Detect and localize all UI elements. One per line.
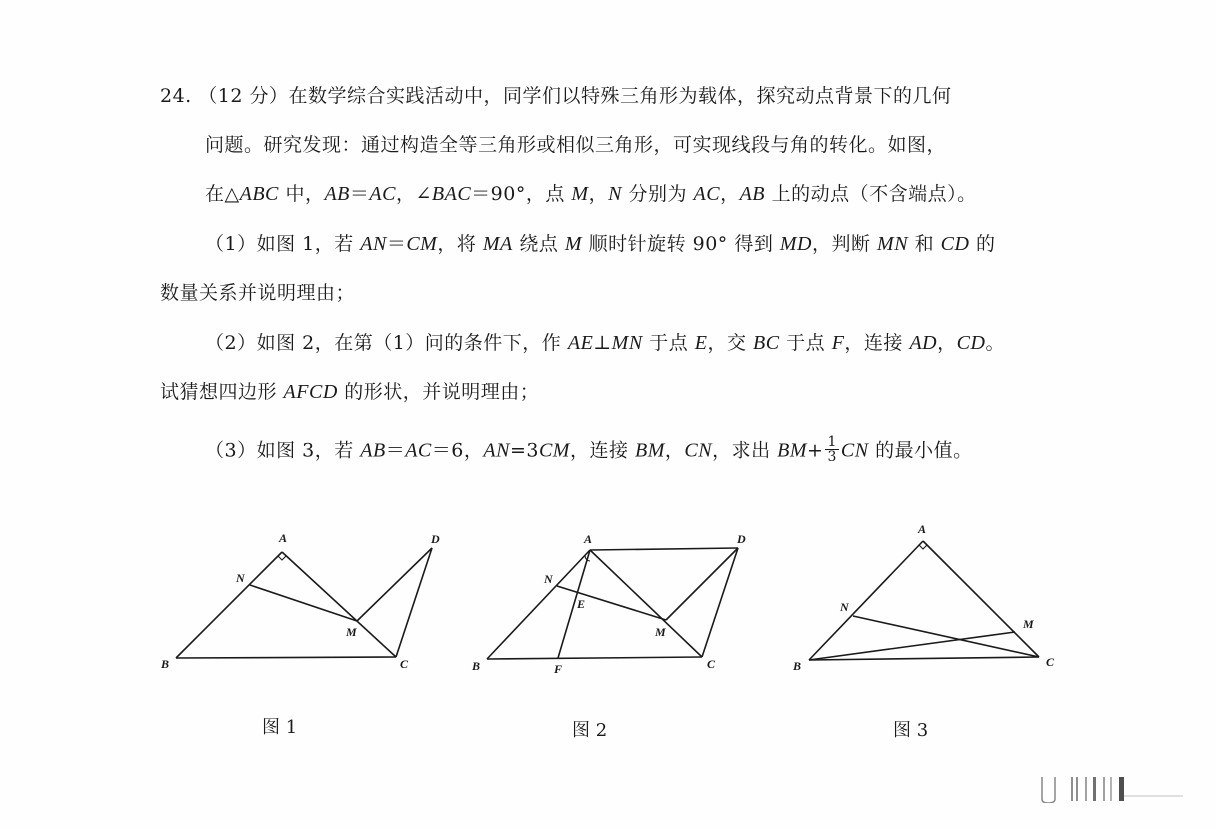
- figure-1-diagram: [176, 548, 432, 658]
- problem-intro-line-3: 在△ABC 中，AB＝AC，∠BAC＝90°，点 M，N 分别为 AC，AB 上的动点（不含端点）。: [205, 183, 977, 205]
- problem-number: 24.: [160, 85, 192, 107]
- question-2-line-2: 试猜想四边形 AFCD 的形状，并说明理由；: [160, 381, 540, 403]
- fig2-label-a: A: [584, 532, 593, 546]
- question-1-line-2: 数量关系并说明理由；: [160, 282, 356, 304]
- fig2-label-f: F: [554, 662, 563, 676]
- fig3-label-a: A: [918, 522, 927, 536]
- question-2-line-1: （2）如图 2，在第（1）问的条件下，作 AE⊥MN 于点 E，交 BC 于点 F，连接 AD，CD。: [205, 332, 1005, 354]
- fig2-label-e: E: [577, 597, 586, 611]
- fig1-label-m: M: [346, 625, 357, 639]
- fig1-label-b: B: [161, 657, 170, 671]
- fig2-label-m: M: [655, 625, 666, 639]
- figure-1-caption: 图 1: [262, 717, 298, 738]
- question-3-line: （3）如图 3，若 AB＝AC＝6，AN=3CM，连接 BM，CN，求出 BM+ $\frac{1}{3}$ CN 的最小值。: [205, 434, 973, 465]
- fig1-label-n: N: [236, 571, 245, 585]
- fraction-one-third: $\frac{1}{3}$: [827, 434, 837, 465]
- figure-3-caption: 图 3: [893, 720, 929, 741]
- figure-2-diagram: [487, 548, 738, 659]
- problem-intro-line-1: 24. （12 分）在数学综合实践活动中，同学们以特殊三角形为载体，探究动点背景下的几何: [160, 85, 952, 107]
- question-1-line-1: （1）如图 1，若 AN＝CM，将 MA 绕点 M 顺时针旋转 90° 得到 MD，判断 MN 和 CD 的: [205, 233, 996, 255]
- fig2-label-c: C: [707, 657, 716, 671]
- fig1-label-c: C: [400, 657, 409, 671]
- fig2-label-d: D: [737, 532, 746, 546]
- fig3-label-b: B: [793, 659, 802, 673]
- fig1-label-d: D: [431, 532, 440, 546]
- watermark-logo: [1035, 773, 1195, 803]
- figure-2-caption: 图 2: [572, 720, 608, 741]
- fig3-label-n: N: [840, 600, 849, 614]
- fig3-label-m: M: [1023, 617, 1034, 631]
- problem-intro-line-2: 问题。研究发现：通过构造全等三角形或相似三角形，可实现线段与角的转化。如图，: [205, 134, 947, 156]
- fig2-label-n: N: [544, 572, 553, 586]
- fig3-label-c: C: [1046, 655, 1055, 669]
- fig1-label-a: A: [279, 531, 288, 545]
- problem-score: （12 分）: [198, 85, 289, 107]
- fig2-label-b: B: [472, 659, 481, 673]
